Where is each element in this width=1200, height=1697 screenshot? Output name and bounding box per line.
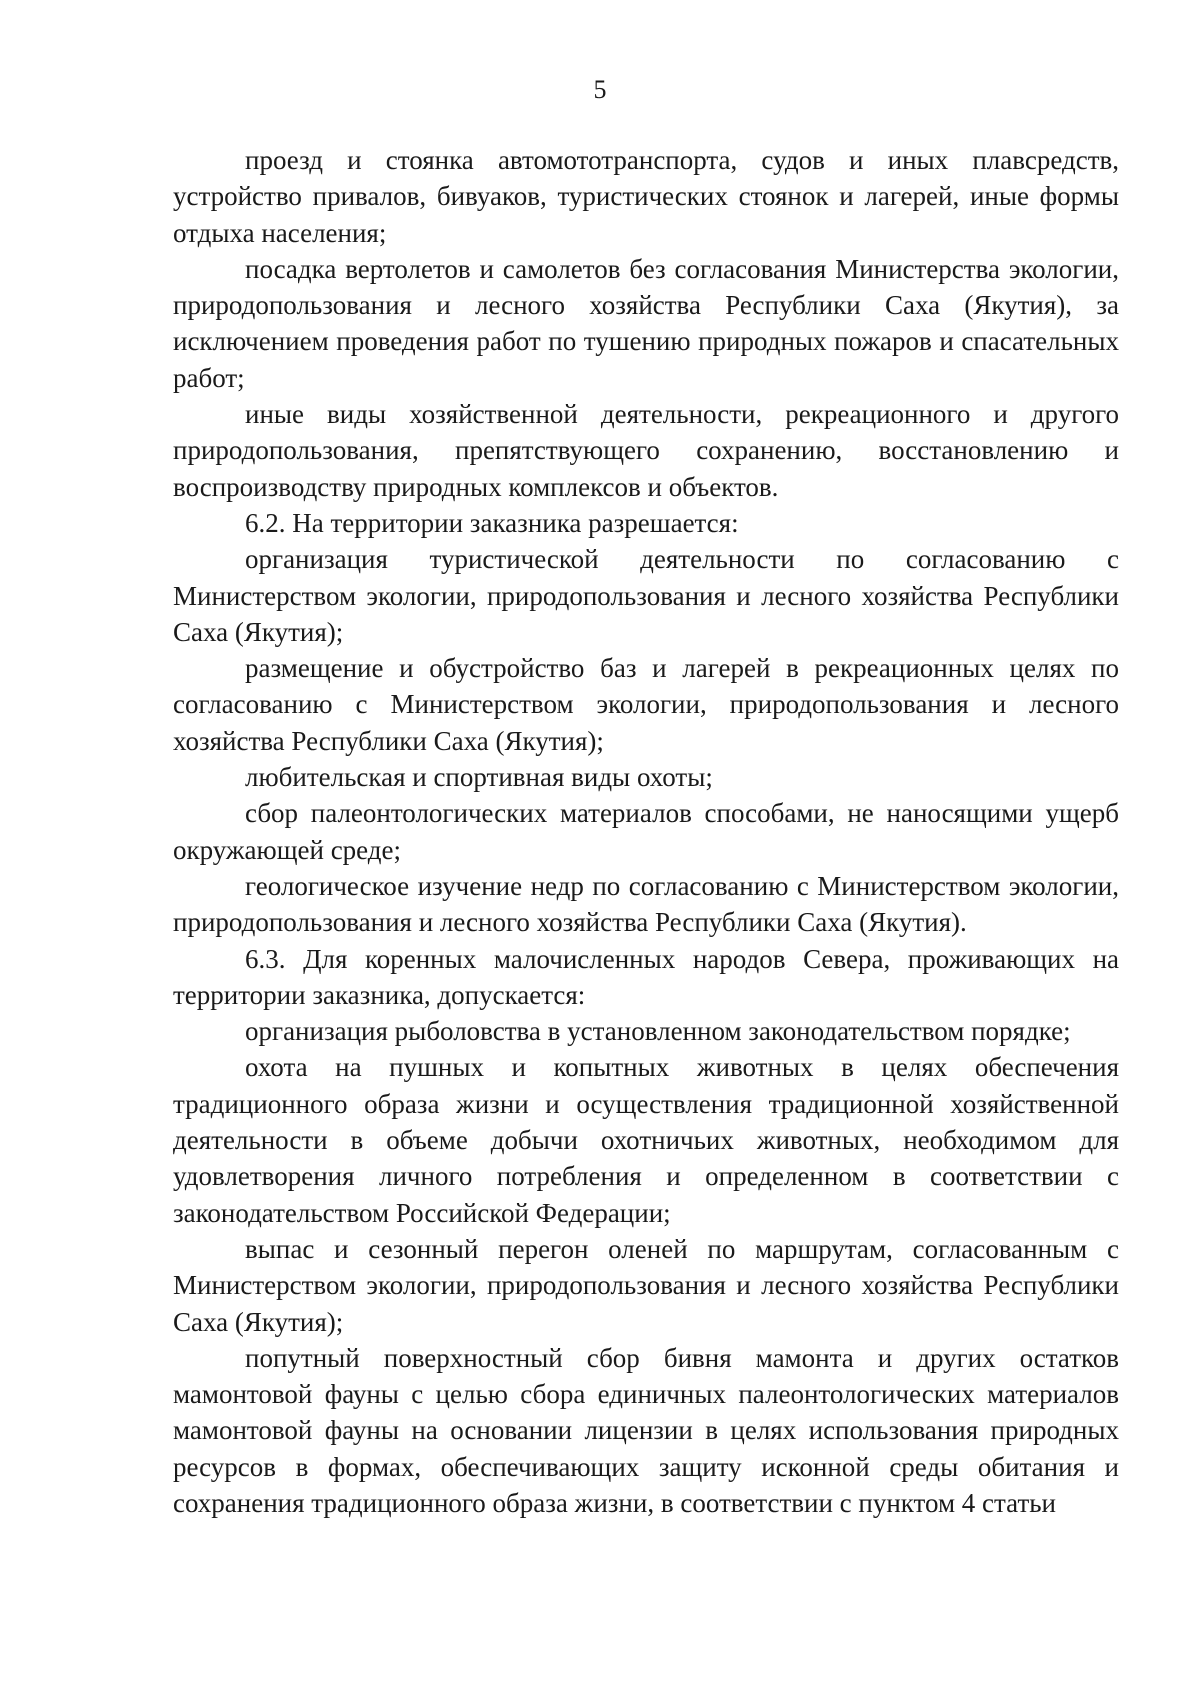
paragraph-allowed-paleontology: сбор палеонтологических материалов способами, не наносящими ущерб окружающей среде; xyxy=(173,798,1119,865)
paragraph-allowed-geology: геологическое изучение недр по согласованию с Министерством экологии, природопользования и лесного хозяйства Республики Саха (Якутия). xyxy=(173,870,1119,938)
paragraph-indigenous-reindeer: выпас и сезонный перегон оленей по маршрутам, согласованным с Министерством экологии, природопользования и лесного хозяйства Республики Саха (Якутия); xyxy=(173,1233,1119,1337)
paragraph-allowed-tourism: организация туристической деятельности по согласованию с Министерством экологии, природопользования и лесного хозяйства Республики Саха (Якутия); xyxy=(173,544,1119,647)
paragraph-indigenous-fishing: организация рыболовства в установленном законодательством порядке; xyxy=(245,1016,1071,1047)
paragraph-indigenous-hunting: охота на пушных и копытных животных в целях обеспечения традиционного образа жизни и осуществления традиционной хозяйственной деятельности в объеме добычи охотничьих животных, необходимом для удовлетворения личного потребления и определенном в соответствии с законодательством Российской Федерации; xyxy=(173,1052,1119,1228)
paragraph-prohibition-transport: проезд и стоянка автомототранспорта, судов и иных плавсредств, устройство привалов, бивуаков, туристических стоянок и лагерей, иные формы отдыха населения; xyxy=(173,145,1119,248)
page-number: 5 xyxy=(593,75,607,104)
section-heading-6-2: 6.2. На территории заказника разрешается: xyxy=(245,507,739,538)
paragraph-indigenous-mammoth: попутный поверхностный сбор бивня мамонта и других остатков мамонтовой фауны с целью сбора единичных палеонтологических материалов мамонтовой фауны на основании лицензии в целях использования природных ресурсов в формах, обеспечивающих защиту исконной среды обитания и сохранения традиционного образа жизни, в соответствии с пунктом 4 статьи xyxy=(173,1342,1119,1518)
document-body xyxy=(173,142,1119,1521)
paragraph-allowed-hunting: любительская и спортивная виды охоты; xyxy=(245,762,713,793)
paragraph-prohibition-aircraft: посадка вертолетов и самолетов без согласования Министерства экологии, природопользования и лесного хозяйства Республики Саха (Якутия), за исключением проведения работ по тушению природных пожаров и спасательных работ; xyxy=(173,253,1119,393)
section-heading-6-3: 6.3. Для коренных малочисленных народов Севера, проживающих на территории заказника, допускается: xyxy=(173,943,1119,1010)
paragraph-allowed-camps: размещение и обустройство баз и лагерей в рекреационных целях по согласованию с Министерством экологии, природопользования и лесного хозяйства Республики Саха (Якутия); xyxy=(173,653,1119,756)
paragraph-prohibition-other: иные виды хозяйственной деятельности, рекреационного и другого природопользования, препятствующего сохранению, восстановлению и воспроизводству природных комплексов и объектов. xyxy=(173,399,1119,502)
